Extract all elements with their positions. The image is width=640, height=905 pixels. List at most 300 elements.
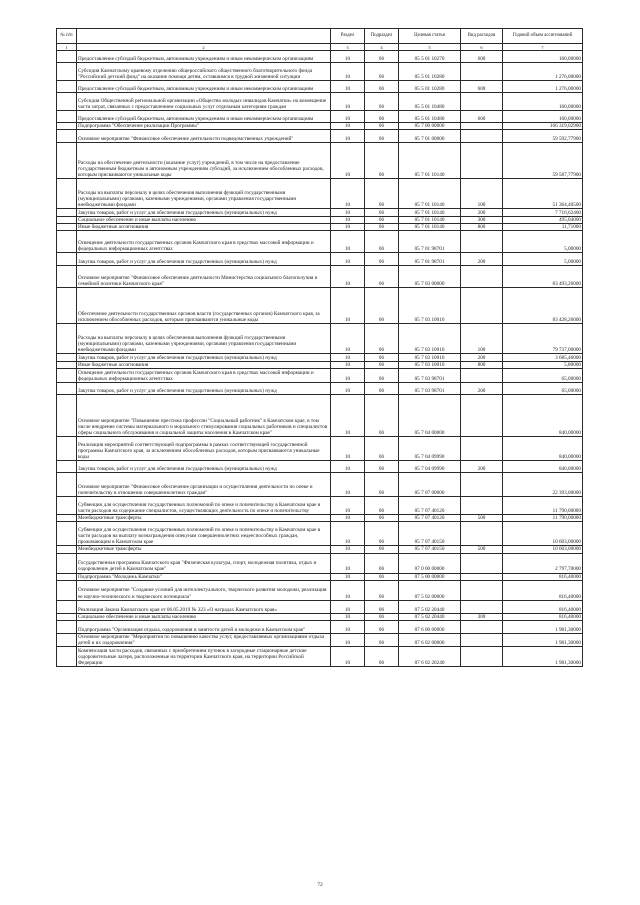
column-numbers-row [57, 44, 583, 51]
row-expense-type-cell [461, 522, 503, 546]
row-name-cell: Основное мероприятие "Финансовое обеспечение организации и осуществления деятельности по опеке и попечительству в отношении совершеннолетних граждан" [77, 473, 331, 497]
row-expense-type-cell: 200 [461, 383, 503, 395]
row-target-cell: 05 7 03 10010 [399, 324, 461, 354]
row-number-cell [57, 179, 77, 209]
row-number-cell [57, 522, 77, 546]
row-name-cell: Социальное обеспечение и иные выплаты населению [77, 613, 331, 620]
row-amount-cell: 5,00000 [503, 231, 583, 253]
row-expense-type-cell: 600 [461, 111, 503, 123]
row-subsection-cell: 06 [365, 369, 399, 383]
row-name-cell: Субвенции для осуществления государственных полномочий по опеке и попечительству в Камчатском крае в части расходов на содержание специалистов, осуществляющих деятельность по опеке и попечительству [77, 497, 331, 515]
row-section-cell: 10 [331, 633, 365, 646]
row-number-cell [57, 646, 77, 666]
row-subsection-cell: 06 [365, 231, 399, 253]
row-target-cell: 07 0 00 00000 [399, 553, 461, 573]
row-target-cell: 05 5 01 10280 [399, 81, 461, 93]
row-expense-type-cell [461, 600, 503, 613]
row-name-cell: Социальное обеспечение и иные выплаты населению [77, 217, 331, 224]
row-expense-type-cell [461, 395, 503, 437]
row-amount-cell: 160,00000 [503, 93, 583, 111]
row-subsection-cell: 06 [365, 497, 399, 515]
row-subsection-cell: 06 [365, 179, 399, 209]
row-number-cell [57, 123, 77, 130]
row-section-cell: 10 [331, 473, 365, 497]
row-name-cell: Освещение деятельности государственных органов Камчатского края в средствах массовой информации и федеральных информационных агентствах [77, 231, 331, 253]
row-amount-cell: 1 276,00000 [503, 81, 583, 93]
table-row [57, 51, 583, 63]
row-name-cell: Межбюджетные трансферты [77, 515, 331, 522]
row-amount-cell: 22 393,00000 [503, 473, 583, 497]
row-amount-cell: 5,80000 [503, 362, 583, 369]
row-number-cell [57, 573, 77, 580]
row-section-cell: 10 [331, 81, 365, 93]
row-subsection-cell: 06 [365, 266, 399, 288]
row-subsection-cell: 06 [365, 324, 399, 354]
table-row [57, 369, 583, 383]
row-expense-type-cell [461, 123, 503, 130]
row-expense-type-cell [461, 646, 503, 666]
row-name-cell: Субсидия Общественной региональной организации «Общество молодых инвалидов Камчатки» на возмещение части затрат, связанных с предоставлением социальных услуг отдельным категориям граждан [77, 93, 331, 111]
row-name-cell: Основное мероприятие "Повышение престижа профессии "Социальный работник" в Камчатском крае, в том числе внедрение системы материального и морального стимулирования социальных работников и специалистов сферы социального обслуживания и социальной защиты населения в Камчатском крае" [77, 395, 331, 437]
table-row [57, 473, 583, 497]
row-number-cell [57, 143, 77, 179]
header-expense-type: Вид расходов [461, 29, 503, 44]
row-number-cell [57, 383, 77, 395]
row-expense-type-cell: 300 [461, 613, 503, 620]
row-section-cell: 10 [331, 522, 365, 546]
row-target-cell: 05 5 01 10480 [399, 93, 461, 111]
row-amount-cell: 83 428,26000 [503, 288, 583, 324]
row-expense-type-cell [461, 553, 503, 573]
row-subsection-cell: 06 [365, 515, 399, 522]
table-row [57, 179, 583, 209]
row-section-cell: 10 [331, 354, 365, 362]
row-amount-cell: 840,00000 [503, 461, 583, 473]
table-row [57, 437, 583, 461]
row-target-cell: 05 7 04 09990 [399, 461, 461, 473]
row-number-cell [57, 553, 77, 573]
row-section-cell: 10 [331, 324, 365, 354]
table-row [57, 224, 583, 231]
row-target-cell: 07 5 02 20440 [399, 600, 461, 613]
row-amount-cell: 1 276,00000 [503, 63, 583, 81]
row-number-cell [57, 497, 77, 515]
row-subsection-cell: 06 [365, 553, 399, 573]
row-section-cell: 10 [331, 437, 365, 461]
row-number-cell [57, 253, 77, 266]
table-row [57, 231, 583, 253]
row-number-cell [57, 613, 77, 620]
row-name-cell: Реализация мероприятий соответствующей подпрограммы в рамках соответствующей государственной программы Камчатского края, за исключением обособленных расходов, которым присваиваются уникальные коды [77, 437, 331, 461]
row-amount-cell: 816,40000 [503, 600, 583, 613]
row-expense-type-cell [461, 437, 503, 461]
row-subsection-cell: 06 [365, 600, 399, 613]
row-name-cell: Закупка товаров, работ и услуг для обеспечения государственных (муниципальных) нужд [77, 253, 331, 266]
table-body [57, 51, 583, 667]
row-expense-type-cell: 600 [461, 81, 503, 93]
row-number-cell [57, 546, 77, 553]
row-subsection-cell: 06 [365, 437, 399, 461]
row-name-cell: Подпрограмма "Молодежь Камчатки" [77, 573, 331, 580]
row-expense-type-cell: 200 [461, 209, 503, 217]
row-amount-cell: 840,00000 [503, 395, 583, 437]
row-subsection-cell: 06 [365, 81, 399, 93]
row-number-cell [57, 231, 77, 253]
row-target-cell: 05 7 04 00000 [399, 395, 461, 437]
row-amount-cell: 10 603,00000 [503, 522, 583, 546]
row-expense-type-cell [461, 143, 503, 179]
row-subsection-cell: 06 [365, 395, 399, 437]
row-section-cell: 10 [331, 515, 365, 522]
table-row [57, 620, 583, 633]
row-subsection-cell: 06 [365, 522, 399, 546]
row-section-cell: 10 [331, 369, 365, 383]
row-expense-type-cell [461, 580, 503, 600]
row-section-cell: 10 [331, 600, 365, 613]
row-name-cell: Иные бюджетные ассигнования [77, 362, 331, 369]
column-number: 4 [365, 44, 399, 51]
table-row [57, 123, 583, 130]
row-expense-type-cell [461, 369, 503, 383]
row-amount-cell: 160,00000 [503, 111, 583, 123]
column-number: 3 [331, 44, 365, 51]
row-section-cell: 10 [331, 253, 365, 266]
row-name-cell: Компенсация части расходов, связанных с приобретением путевок в загородные стационарные детские оздоровительные лагеря, расположенные на территории Камчатского края, на территории Российской Федерации [77, 646, 331, 666]
row-name-cell: Расходы на выплаты персоналу в целях обеспечения выполнения функций государственными (муниципальными) органами, казенными учреждениями, органами управления государственными внебюджетными фондами [77, 324, 331, 354]
row-number-cell [57, 620, 77, 633]
row-name-cell: Реализация Закона Камчатского края от 06.05.2019 № 323 «О наградах Камчатского края» [77, 600, 331, 613]
row-amount-cell: 816,40000 [503, 573, 583, 580]
row-name-cell: Иные бюджетные ассигнования [77, 224, 331, 231]
header-num: № п/п [57, 29, 77, 44]
row-section-cell: 10 [331, 497, 365, 515]
row-expense-type-cell [461, 288, 503, 324]
row-target-cell: 05 5 01 10480 [399, 111, 461, 123]
row-target-cell: 05 7 03 98701 [399, 383, 461, 395]
row-section-cell: 10 [331, 362, 365, 369]
table-row [57, 209, 583, 217]
row-expense-type-cell [461, 633, 503, 646]
table-row [57, 522, 583, 546]
header-name [77, 29, 331, 44]
row-subsection-cell: 06 [365, 573, 399, 580]
table-row [57, 288, 583, 324]
row-subsection-cell: 06 [365, 123, 399, 130]
row-name-cell: Закупка товаров, работ и услуг для обеспечения государственных (муниципальных) нужд [77, 383, 331, 395]
table-row [57, 266, 583, 288]
table-row [57, 111, 583, 123]
row-name-cell: Основное мероприятие "Мероприятия по повышению качества услуг, предоставляемых организациями отдыха детей и их оздоровления" [77, 633, 331, 646]
row-expense-type-cell [461, 130, 503, 143]
row-subsection-cell: 06 [365, 473, 399, 497]
row-amount-cell: 11,71000 [503, 224, 583, 231]
row-target-cell: 05 7 00 00000 [399, 123, 461, 130]
page-number: 72 [317, 882, 323, 888]
table-row [57, 515, 583, 522]
row-amount-cell: 65,00000 [503, 369, 583, 383]
row-target-cell: 07 5 02 00000 [399, 580, 461, 600]
row-number-cell [57, 217, 77, 224]
row-target-cell: 05 7 03 00000 [399, 266, 461, 288]
row-number-cell [57, 515, 77, 522]
row-section-cell: 10 [331, 288, 365, 324]
row-expense-type-cell [461, 93, 503, 111]
row-name-cell: Субсидия Камчатскому краевому отделению общероссийского общественного благотворительного фонда "Российский детский фонд" на оказание помощи детям, оставшимся в трудной жизненной ситуации [77, 63, 331, 81]
row-section-cell: 10 [331, 130, 365, 143]
row-subsection-cell: 06 [365, 130, 399, 143]
row-subsection-cell: 06 [365, 354, 399, 362]
row-expense-type-cell: 800 [461, 224, 503, 231]
row-target-cell: 07 6 02 00000 [399, 633, 461, 646]
row-subsection-cell: 06 [365, 63, 399, 81]
row-target-cell: 05 5 01 10270 [399, 51, 461, 63]
column-number: 7 [503, 44, 583, 51]
row-number-cell [57, 354, 77, 362]
row-number-cell [57, 437, 77, 461]
row-amount-cell: 2 797,70000 [503, 553, 583, 573]
table-row [57, 143, 583, 179]
row-name-cell: Межбюджетные трансферты [77, 546, 331, 553]
row-number-cell [57, 288, 77, 324]
row-number-cell [57, 473, 77, 497]
row-subsection-cell: 06 [365, 288, 399, 324]
row-name-cell: Обеспечение деятельности государственных органов власти (государственных органов) Камчатского края, за исключением обособленных расходов, которым присваиваются уникальные коды [77, 288, 331, 324]
row-target-cell: 05 7 01 98701 [399, 231, 461, 253]
row-section-cell: 10 [331, 613, 365, 620]
table-row [57, 362, 583, 369]
row-subsection-cell: 06 [365, 224, 399, 231]
table-row [57, 546, 583, 553]
row-subsection-cell: 06 [365, 646, 399, 666]
table-row [57, 324, 583, 354]
row-target-cell: 05 7 03 10010 [399, 288, 461, 324]
row-subsection-cell: 06 [365, 461, 399, 473]
row-subsection-cell: 06 [365, 383, 399, 395]
row-number-cell [57, 93, 77, 111]
row-subsection-cell: 06 [365, 362, 399, 369]
row-number-cell [57, 324, 77, 354]
table-row [57, 497, 583, 515]
column-number: 5 [399, 44, 461, 51]
row-subsection-cell: 06 [365, 209, 399, 217]
row-target-cell: 05 7 04 09990 [399, 437, 461, 461]
row-number-cell [57, 209, 77, 217]
row-section-cell: 10 [331, 231, 365, 253]
column-number: 6 [461, 44, 503, 51]
row-amount-cell: 11 790,00000 [503, 497, 583, 515]
row-name-cell: Государственная программа Камчатского края "Физическая культура, спорт, молодежная политика, отдых и оздоровление детей в Камчатском крае" [77, 553, 331, 573]
row-section-cell: 10 [331, 209, 365, 217]
row-amount-cell: 83 493,26000 [503, 266, 583, 288]
row-name-cell: Освещение деятельности государственных органов Камчатского края в средствах массовой информации и федеральных информационных агентствах [77, 369, 331, 383]
row-expense-type-cell: 600 [461, 51, 503, 63]
row-section-cell: 10 [331, 143, 365, 179]
row-amount-cell: 1 981,30000 [503, 646, 583, 666]
row-section-cell: 10 [331, 580, 365, 600]
row-amount-cell: 51 364,40500 [503, 179, 583, 209]
row-subsection-cell: 06 [365, 51, 399, 63]
row-name-cell: Закупка товаров, работ и услуг для обеспечения государственных (муниципальных) нужд [77, 209, 331, 217]
row-name-cell: Подпрограмма "Организация отдыха, оздоровления и занятости детей и молодежи в Камчатском крае" [77, 620, 331, 633]
row-expense-type-cell [461, 497, 503, 515]
row-expense-type-cell [461, 266, 503, 288]
row-number-cell [57, 461, 77, 473]
row-expense-type-cell: 100 [461, 324, 503, 354]
row-expense-type-cell: 200 [461, 461, 503, 473]
row-section-cell: 10 [331, 546, 365, 553]
header-section: Раздел [331, 29, 365, 44]
table-row [57, 130, 583, 143]
row-section-cell: 10 [331, 111, 365, 123]
table-row [57, 600, 583, 613]
row-amount-cell: 840,00000 [503, 437, 583, 461]
row-section-cell: 10 [331, 461, 365, 473]
row-target-cell: 05 7 01 10140 [399, 224, 461, 231]
row-target-cell: 07 5 00 00000 [399, 573, 461, 580]
row-amount-cell: 166 319,02900 [503, 123, 583, 130]
table-row [57, 461, 583, 473]
row-number-cell [57, 600, 77, 613]
row-subsection-cell: 06 [365, 580, 399, 600]
row-name-cell: Расходы на выплаты персоналу в целях обеспечения выполнения функций государственными (муниципальными) органами, казенными учреждениями, органами управления государственными внебюджетными фондами [77, 179, 331, 209]
row-target-cell: 05 7 01 10140 [399, 217, 461, 224]
column-number: 2 [77, 44, 331, 51]
row-subsection-cell: 06 [365, 217, 399, 224]
row-target-cell: 07 5 02 20440 [399, 613, 461, 620]
table-row [57, 573, 583, 580]
row-amount-cell: 495,04000 [503, 217, 583, 224]
table-row [57, 383, 583, 395]
row-section-cell: 10 [331, 395, 365, 437]
table-row [57, 253, 583, 266]
table-row [57, 93, 583, 111]
row-expense-type-cell: 500 [461, 515, 503, 522]
row-expense-type-cell [461, 620, 503, 633]
row-number-cell [57, 224, 77, 231]
row-subsection-cell: 06 [365, 633, 399, 646]
row-number-cell [57, 395, 77, 437]
row-subsection-cell: 06 [365, 111, 399, 123]
row-section-cell: 10 [331, 620, 365, 633]
row-subsection-cell: 06 [365, 546, 399, 553]
row-subsection-cell: 06 [365, 613, 399, 620]
row-amount-cell: 816,40000 [503, 580, 583, 600]
row-number-cell [57, 362, 77, 369]
header-amount: Годовой объем ассигнований [503, 29, 583, 44]
row-amount-cell: 79 737,00000 [503, 324, 583, 354]
column-number: 1 [57, 44, 77, 51]
row-number-cell [57, 81, 77, 93]
row-number-cell [57, 580, 77, 600]
table-row [57, 553, 583, 573]
row-target-cell: 05 7 01 10140 [399, 143, 461, 179]
row-number-cell [57, 63, 77, 81]
row-target-cell: 05 7 03 10010 [399, 354, 461, 362]
row-expense-type-cell [461, 473, 503, 497]
row-section-cell: 10 [331, 123, 365, 130]
table-row [57, 63, 583, 81]
row-subsection-cell: 06 [365, 253, 399, 266]
row-amount-cell: 1 981,30000 [503, 633, 583, 646]
table-row [57, 395, 583, 437]
row-name-cell: Предоставление субсидий бюджетным, автономным учреждениям и иным некоммерческим организациям [77, 111, 331, 123]
row-target-cell: 05 7 01 00000 [399, 130, 461, 143]
row-section-cell: 10 [331, 573, 365, 580]
table-row [57, 354, 583, 362]
row-number-cell [57, 633, 77, 646]
table-row [57, 580, 583, 600]
budget-table [56, 28, 583, 667]
row-amount-cell: 816,40000 [503, 613, 583, 620]
row-name-cell: Предоставление субсидий бюджетным, автономным учреждениям и иным некоммерческим организациям [77, 51, 331, 63]
row-expense-type-cell: 200 [461, 253, 503, 266]
row-number-cell [57, 130, 77, 143]
row-subsection-cell: 06 [365, 93, 399, 111]
row-name-cell: Основное мероприятие "Создание условий для интеллектуального, творческого развития молодежи, реализация ее научно-технического и творческого потенциала" [77, 580, 331, 600]
row-expense-type-cell [461, 231, 503, 253]
table-row [57, 81, 583, 93]
row-amount-cell: 7 716,62400 [503, 209, 583, 217]
row-name-cell: Основное мероприятие "Финансовое обеспечение деятельности Министерства социального благополучия и семейной политики Камчатского края" [77, 266, 331, 288]
row-expense-type-cell: 300 [461, 217, 503, 224]
row-amount-cell: 5,00000 [503, 253, 583, 266]
row-target-cell: 05 7 03 10010 [399, 362, 461, 369]
row-section-cell: 10 [331, 224, 365, 231]
row-name-cell: Закупка товаров, работ и услуг для обеспечения государственных (муниципальных) нужд [77, 461, 331, 473]
row-section-cell: 10 [331, 266, 365, 288]
row-amount-cell: 3 685,46000 [503, 354, 583, 362]
row-expense-type-cell [461, 573, 503, 580]
table-row [57, 646, 583, 666]
row-subsection-cell: 06 [365, 620, 399, 633]
row-section-cell: 10 [331, 383, 365, 395]
row-section-cell: 10 [331, 51, 365, 63]
table-row [57, 217, 583, 224]
row-section-cell: 10 [331, 63, 365, 81]
row-target-cell: 07 6 02 20240 [399, 646, 461, 666]
row-section-cell: 10 [331, 646, 365, 666]
header-subsection: Подраздел [365, 29, 399, 44]
row-expense-type-cell: 200 [461, 354, 503, 362]
row-target-cell: 07 6 00 00000 [399, 620, 461, 633]
row-section-cell: 10 [331, 93, 365, 111]
row-number-cell [57, 51, 77, 63]
row-target-cell: 05 7 07 40120 [399, 515, 461, 522]
row-expense-type-cell [461, 63, 503, 81]
row-expense-type-cell: 100 [461, 179, 503, 209]
row-amount-cell: 65,00000 [503, 383, 583, 395]
row-name-cell: Закупка товаров, работ и услуг для обеспечения государственных (муниципальных) нужд [77, 354, 331, 362]
row-name-cell: Основное мероприятие "Финансовое обеспечение деятельности подведомственных учреждений" [77, 130, 331, 143]
row-target-cell: 05 7 01 10140 [399, 179, 461, 209]
row-name-cell: Подпрограмма "Обеспечение реализации Программы" [77, 123, 331, 130]
table-header-row [57, 29, 583, 44]
row-name-cell: Субвенции для осуществления государственных полномочий по опеке и попечительству в Камчатском крае в части расходов на выплату вознаграждения опекунам совершеннолетних недееспособных граждан, проживающим в Камчатском крае [77, 522, 331, 546]
row-amount-cell: 160,00000 [503, 51, 583, 63]
row-number-cell [57, 369, 77, 383]
row-amount-cell: 11 790,00000 [503, 515, 583, 522]
row-target-cell: 05 7 01 10140 [399, 209, 461, 217]
row-number-cell [57, 111, 77, 123]
row-target-cell: 05 7 07 40150 [399, 522, 461, 546]
row-section-cell: 10 [331, 553, 365, 573]
row-subsection-cell: 06 [365, 143, 399, 179]
row-expense-type-cell: 500 [461, 546, 503, 553]
table-row [57, 633, 583, 646]
row-target-cell: 05 7 07 40120 [399, 497, 461, 515]
row-amount-cell: 10 603,00000 [503, 546, 583, 553]
row-expense-type-cell: 800 [461, 362, 503, 369]
